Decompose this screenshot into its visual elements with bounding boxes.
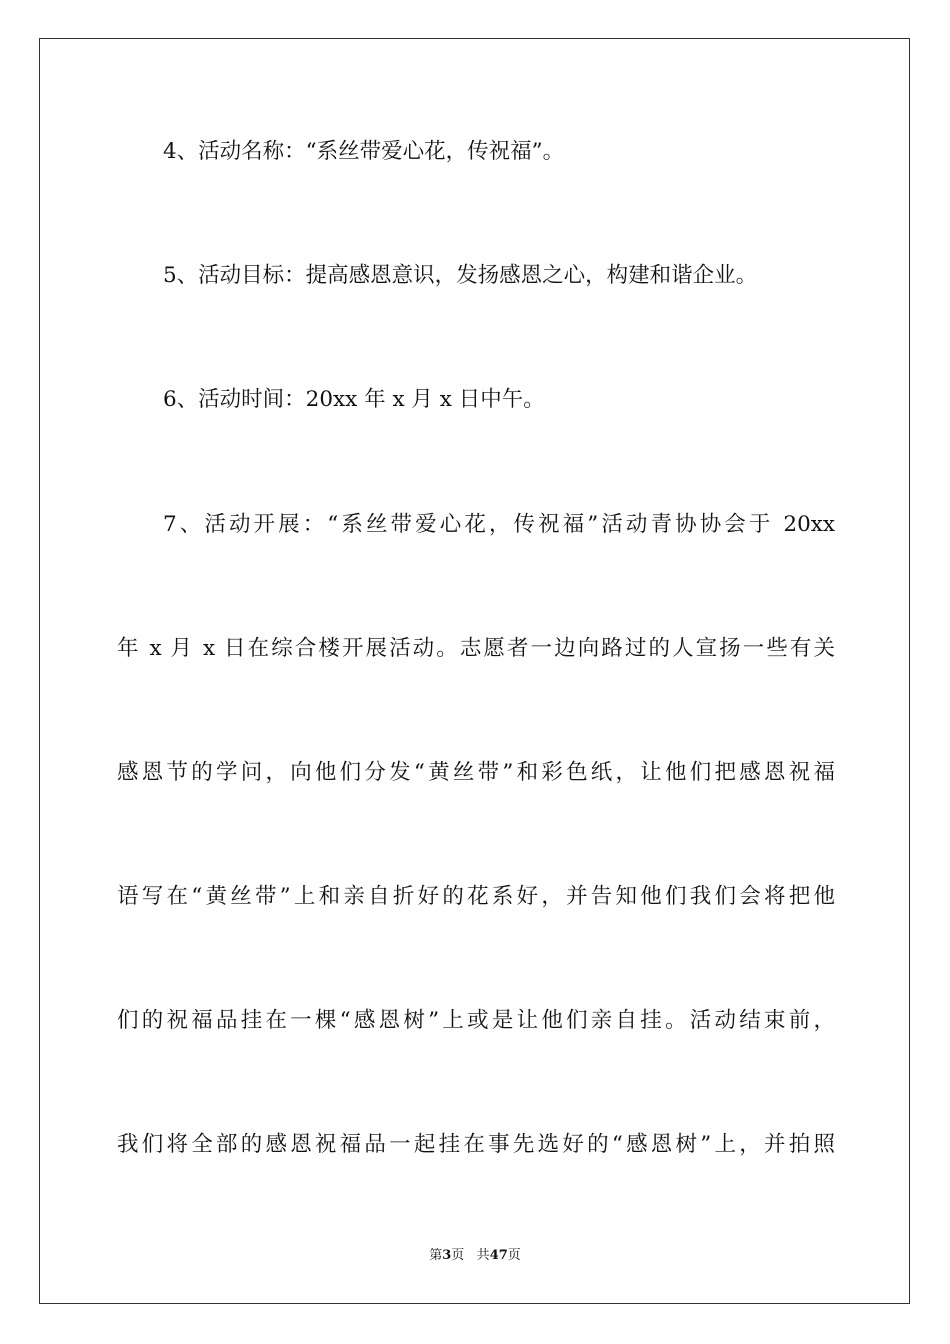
paragraph-line: 感恩节的学问，向他们分发“黄丝带”和彩色纸，让他们把感恩祝福 (117, 760, 835, 785)
paragraph-line-activity-time: 6、活动时间：20xx 年 x 月 x 日中午。 (163, 387, 545, 412)
paragraph-line: 语写在“黄丝带”上和亲自折好的花系好，并告知他们我们会将把他 (117, 884, 835, 909)
total-pages-suffix: 页 (507, 1248, 521, 1263)
paragraph-line-activity-goal: 5、活动目标：提高感恩意识，发扬感恩之心，构建和谐企业。 (163, 263, 758, 288)
page-footer (0, 1247, 950, 1265)
paragraph-line: 我们将全部的感恩祝福品一起挂在事先选好的“感恩树”上，并拍照 (117, 1132, 835, 1157)
paragraph-line: 年 x 月 x 日在综合楼开展活动。志愿者一边向路过的人宣扬一些有关 (117, 636, 835, 661)
page-number-prefix: 第 (429, 1248, 443, 1263)
paragraph-line: 们的祝福品挂在一棵“感恩树”上或是让他们亲自挂。活动结束前， (117, 1008, 835, 1033)
page-number: 3 (442, 1248, 452, 1263)
total-pages: 47 (489, 1248, 508, 1263)
page-border (39, 38, 910, 1304)
paragraph-line-activity-start: 7、活动开展：“系丝带爱心花，传祝福”活动青协协会于 20xx (163, 512, 835, 537)
page-number-suffix: 页 (451, 1248, 465, 1263)
paragraph-line-activity-name: 4、活动名称：“系丝带爱心花，传祝福”。 (163, 139, 565, 164)
total-pages-prefix: 共 (476, 1248, 490, 1263)
